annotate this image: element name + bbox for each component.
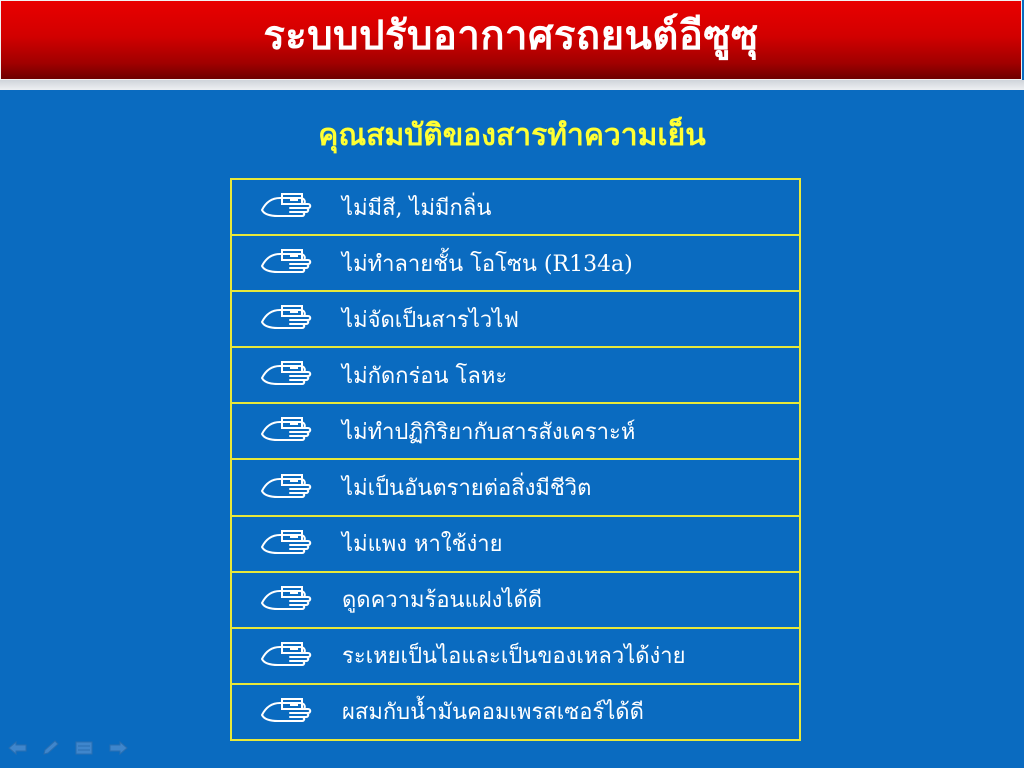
forward-arrow-icon[interactable] bbox=[108, 740, 128, 756]
list-item-label: ไม่แพง หาใช้ง่าย bbox=[342, 532, 503, 558]
writing-hand-icon bbox=[260, 529, 312, 559]
list-item bbox=[232, 348, 799, 404]
writing-hand-icon bbox=[260, 416, 312, 446]
list-item-label: ไม่ทำลายชั้น โอโซน (R134a) bbox=[342, 251, 633, 277]
list-item bbox=[232, 404, 799, 460]
writing-hand-icon bbox=[260, 304, 312, 334]
writing-hand-icon bbox=[260, 360, 312, 390]
slide-title: ระบบปรับอากาศรถยนต์อีซูซุ bbox=[263, 12, 759, 59]
list-item-label: ไม่ทำปฏิกิริยากับสารสังเคราะห์ bbox=[342, 419, 636, 445]
writing-hand-icon bbox=[260, 585, 312, 615]
writing-hand-icon bbox=[260, 248, 312, 278]
menu-icon[interactable] bbox=[74, 740, 94, 756]
list-item bbox=[232, 517, 799, 573]
list-item-label: ดูดความร้อนแฝงได้ดี bbox=[342, 588, 543, 614]
writing-hand-icon bbox=[260, 641, 312, 671]
writing-hand-icon bbox=[260, 192, 312, 222]
list-item-label: ไม่จัดเป็นสารไวไฟ bbox=[342, 307, 519, 333]
list-item bbox=[232, 180, 799, 236]
back-arrow-icon[interactable] bbox=[8, 740, 28, 756]
slideshow-nav bbox=[8, 739, 128, 757]
writing-hand-icon bbox=[260, 697, 312, 727]
list-item-label: ไม่เป็นอันตรายต่อสิ่งมีชีวิต bbox=[342, 476, 592, 502]
list-item-label: ไม่มีสี, ไม่มีกลิ่น bbox=[342, 195, 492, 221]
properties-table bbox=[230, 178, 801, 741]
list-item bbox=[232, 460, 799, 516]
pen-icon[interactable] bbox=[42, 740, 60, 756]
writing-hand-icon bbox=[260, 473, 312, 503]
list-item bbox=[232, 236, 799, 292]
list-item-label: ระเหยเป็นไอและเป็นของเหลวได้ง่าย bbox=[342, 644, 686, 670]
slide-subtitle: คุณสมบัติของสารทำความเย็น bbox=[318, 118, 706, 153]
list-item bbox=[232, 629, 799, 685]
list-item bbox=[232, 685, 799, 739]
title-banner-shadow bbox=[0, 80, 1024, 90]
list-item bbox=[232, 573, 799, 629]
list-item bbox=[232, 292, 799, 348]
list-item-label: ผสมกับน้ำมันคอมเพรสเซอร์ได้ดี bbox=[342, 700, 644, 726]
list-item-label: ไม่กัดกร่อน โลหะ bbox=[342, 363, 508, 389]
